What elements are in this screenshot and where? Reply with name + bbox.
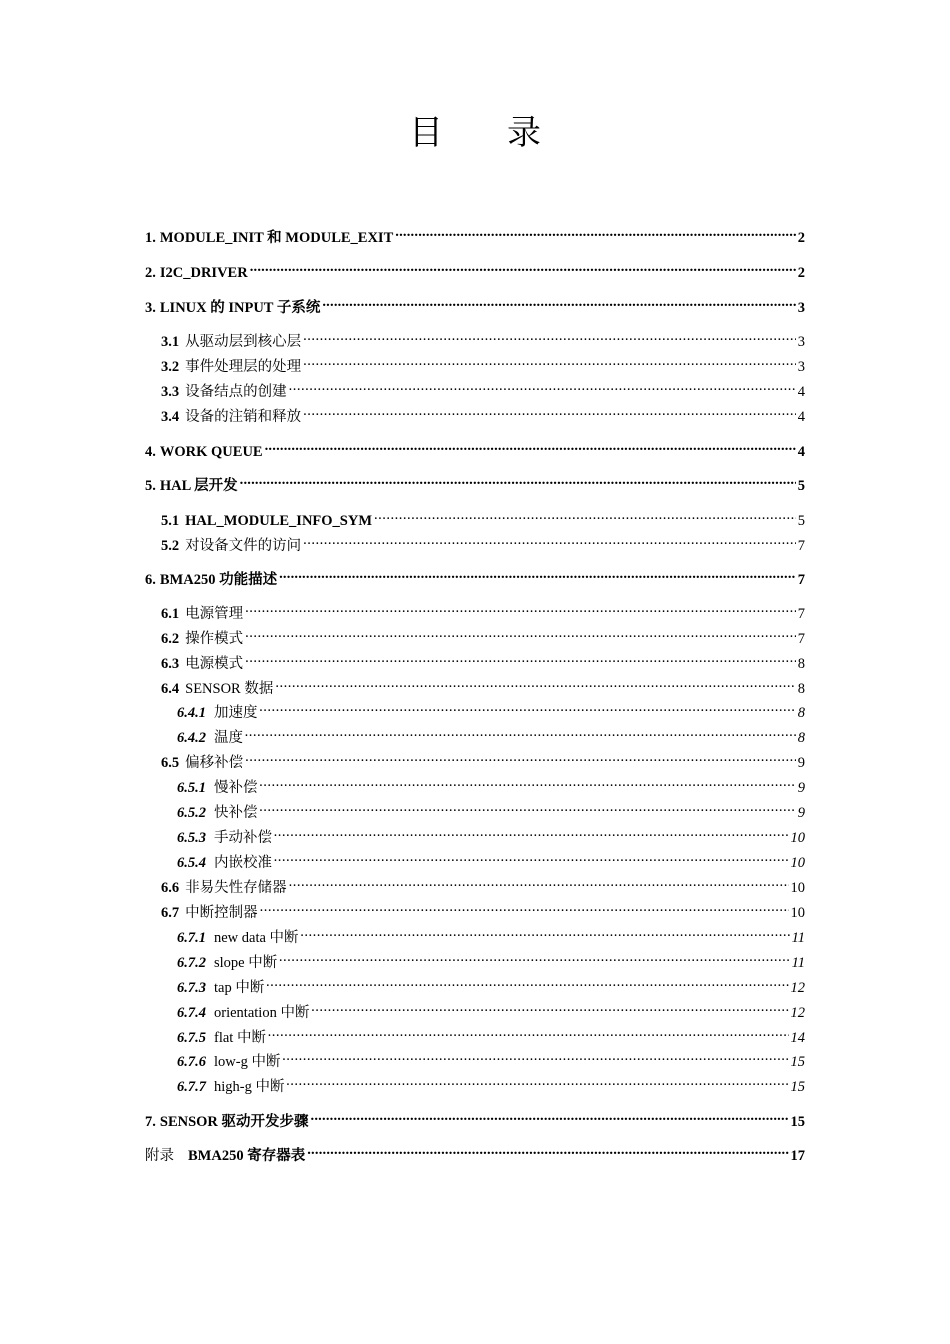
title-char-2: 录: [507, 115, 541, 152]
toc-entry-title: 慢补偿: [214, 780, 258, 796]
toc-entry-page: 8: [797, 730, 805, 746]
toc-entry[interactable]: [177, 847, 805, 871]
toc-entry-page: 8: [797, 656, 805, 672]
toc-dot-leader: [311, 997, 788, 1017]
toc-entry-number: 4.: [145, 444, 156, 460]
toc-entry-title: slope 中断: [214, 955, 278, 971]
toc-entry-page: 5: [797, 478, 805, 494]
toc-entry-page: 10: [790, 855, 805, 871]
toc-entry-page: 4: [797, 444, 805, 460]
toc-entry[interactable]: [145, 1106, 805, 1130]
toc-entry-number: 3.1: [161, 334, 180, 350]
toc-entry[interactable]: [145, 257, 805, 281]
toc-entry-number: 5.2: [161, 538, 180, 554]
toc-dot-leader: [301, 922, 790, 942]
toc-entry-title: BMA250 功能描述: [159, 572, 278, 588]
toc-entry-page: 7: [797, 572, 805, 588]
toc-entry[interactable]: [161, 376, 805, 400]
toc-dot-leader: [245, 747, 796, 767]
toc-entry-page: 10: [790, 830, 805, 846]
toc-entry[interactable]: [177, 922, 805, 946]
toc-entry-title: LINUX 的 INPUT 子系统: [159, 300, 321, 316]
toc-entry-number: 6.7.1: [177, 930, 206, 946]
toc-entry-number: 3.4: [161, 409, 180, 425]
toc-entry-title: WORK QUEUE: [159, 444, 263, 460]
toc-entry-page: 14: [790, 1030, 805, 1046]
toc-entry[interactable]: [161, 623, 805, 647]
toc-dot-leader: [265, 436, 796, 456]
toc-entry-title: 非易失性存储器: [185, 880, 287, 896]
toc-dot-leader: [274, 847, 789, 867]
toc-entry-title: 中断控制器: [185, 905, 258, 921]
toc-entry-number: 6.7.7: [177, 1079, 206, 1095]
toc-entry-number: 6.4: [161, 681, 180, 697]
toc-dot-leader: [311, 1106, 789, 1126]
toc-entry-page: 17: [790, 1148, 805, 1164]
toc-dot-leader: [303, 351, 796, 371]
toc-entry-number: 6.7.4: [177, 1005, 206, 1021]
toc-entry-title: flat 中断: [214, 1030, 266, 1046]
toc-entry-title: tap 中断: [214, 980, 265, 996]
toc-dot-leader: [303, 401, 796, 421]
toc-entry-title: I2C_DRIVER: [159, 265, 248, 281]
toc-entry-title: 事件处理层的处理: [185, 359, 302, 375]
toc-entry[interactable]: [145, 470, 805, 494]
toc-entry-number: 3.2: [161, 359, 180, 375]
toc-entry-page: 7: [797, 631, 805, 647]
toc-entry[interactable]: [161, 530, 805, 554]
toc-entry-page: 2: [797, 265, 805, 281]
toc-entry[interactable]: [177, 797, 805, 821]
toc-entry-title: 设备的注销和释放: [185, 409, 302, 425]
toc-entry-page: 9: [797, 805, 805, 821]
toc-entry-number: 6.3: [161, 656, 180, 672]
toc-entry[interactable]: [161, 505, 805, 529]
toc-entry-number: 6.7.2: [177, 955, 206, 971]
toc-entry-number: 附录: [145, 1148, 174, 1164]
toc-entry-page: 15: [790, 1079, 805, 1095]
toc-entry-number: 6.5.2: [177, 805, 206, 821]
toc-entry-number: 6.5.3: [177, 830, 206, 846]
toc-dot-leader: [240, 470, 796, 490]
toc-dot-leader: [374, 505, 796, 525]
toc-entry-title: new data 中断: [214, 930, 299, 946]
toc-entry-page: 5: [797, 513, 805, 529]
toc-entry[interactable]: [145, 436, 805, 460]
toc-entry-number: 6.5.1: [177, 780, 206, 796]
toc-dot-leader: [289, 872, 789, 892]
toc-dot-leader: [250, 257, 796, 277]
toc-dot-leader: [279, 564, 796, 584]
toc-entry[interactable]: [177, 822, 805, 846]
toc-entry-title: HAL_MODULE_INFO_SYM: [185, 513, 373, 529]
toc-entry-page: 4: [797, 409, 805, 425]
toc-entry-title: 快补偿: [214, 805, 258, 821]
toc-entry-title: 操作模式: [185, 631, 244, 647]
toc-entry-page: 11: [791, 930, 805, 946]
toc-dot-leader: [245, 722, 796, 742]
toc-entry-number: 3.: [145, 300, 156, 316]
toc-entry-title: SENSOR 数据: [185, 681, 274, 697]
toc-entry-page: 4: [797, 384, 805, 400]
toc-dot-leader: [260, 797, 796, 817]
toc-entry-page: 11: [791, 955, 805, 971]
toc-entry-number: 6.2: [161, 631, 180, 647]
toc-entry-title: SENSOR 驱动开发步骤: [159, 1114, 309, 1130]
toc-dot-leader: [245, 598, 796, 618]
toc-entry[interactable]: [177, 1022, 805, 1046]
toc-entry-page: 8: [797, 681, 805, 697]
toc-entry-page: 9: [797, 755, 805, 771]
toc-dot-leader: [307, 1140, 788, 1160]
toc-entry-title: BMA250 寄存器表: [188, 1148, 306, 1164]
toc-entry-title: MODULE_INIT 和 MODULE_EXIT: [159, 230, 394, 246]
title-char-1: 目: [409, 115, 443, 152]
toc-entry-title: 加速度: [214, 705, 258, 721]
toc-dot-leader: [260, 897, 789, 917]
toc-entry-page: 7: [797, 538, 805, 554]
toc-dot-leader: [303, 326, 796, 346]
toc-entry[interactable]: [177, 772, 805, 796]
toc-entry-number: 1.: [145, 230, 156, 246]
toc-entry-title: 手动补偿: [214, 830, 272, 846]
toc-dot-leader: [395, 222, 796, 242]
toc-entry-page: 12: [790, 1005, 805, 1021]
toc-entry-number: 6.7: [161, 905, 180, 921]
toc-entry-title: orientation 中断: [214, 1005, 310, 1021]
toc-entry[interactable]: [177, 1071, 805, 1095]
toc-entry[interactable]: [177, 722, 805, 746]
toc-entry[interactable]: [177, 972, 805, 996]
toc-entry-title: high-g 中断: [214, 1079, 285, 1095]
toc-entry-number: 6.1: [161, 606, 180, 622]
toc-entry-page: 12: [790, 980, 805, 996]
toc-dot-leader: [322, 292, 795, 312]
toc-entry-number: 6.4.1: [177, 705, 206, 721]
toc-entry-title: 偏移补偿: [185, 755, 244, 771]
toc-entry-page: 15: [790, 1054, 805, 1070]
toc-entry-number: 6.5.4: [177, 855, 206, 871]
toc-entry[interactable]: [161, 648, 805, 672]
toc-entry[interactable]: [161, 897, 805, 921]
toc-entry-title: 内嵌校准: [214, 855, 272, 871]
toc-entry[interactable]: [145, 1140, 805, 1164]
toc-entry-number: 6.7.6: [177, 1054, 206, 1070]
toc-entry[interactable]: [177, 697, 805, 721]
toc-entry-number: 6.7.3: [177, 980, 206, 996]
toc-entry[interactable]: [161, 872, 805, 896]
toc-entry-page: 3: [797, 300, 805, 316]
toc-dot-leader: [286, 1071, 788, 1091]
toc-entry-page: 3: [797, 359, 805, 375]
toc-entry-page: 10: [790, 905, 805, 921]
toc-dot-leader: [260, 697, 796, 717]
toc-entry-number: 6.4.2: [177, 730, 206, 746]
toc-entry[interactable]: [145, 292, 805, 316]
toc-entry[interactable]: [177, 1046, 805, 1070]
toc-entry-page: 15: [790, 1114, 805, 1130]
toc-entry[interactable]: [161, 747, 805, 771]
toc-entry-page: 7: [797, 606, 805, 622]
toc-entry-number: 3.3: [161, 384, 180, 400]
toc-dot-leader: [268, 1022, 789, 1042]
toc-dot-leader: [245, 648, 796, 668]
toc-entry[interactable]: [145, 222, 805, 246]
toc-entry-page: 10: [790, 880, 805, 896]
toc-entry-title: low-g 中断: [214, 1054, 281, 1070]
toc-dot-leader: [289, 376, 796, 396]
toc-entry-title: HAL 层开发: [159, 478, 238, 494]
toc-entry-page: 9: [797, 780, 805, 796]
toc-entry-title: 电源模式: [185, 656, 244, 672]
toc-dot-leader: [282, 1046, 788, 1066]
toc-entry-page: 2: [797, 230, 805, 246]
toc-entry[interactable]: [161, 673, 805, 697]
toc-entry-title: 从驱动层到核心层: [185, 334, 302, 350]
toc-entry-number: 2.: [145, 265, 156, 281]
toc-dot-leader: [266, 972, 788, 992]
toc-entry-title: 电源管理: [185, 606, 244, 622]
toc-dot-leader: [245, 623, 796, 643]
toc-dot-leader: [303, 530, 796, 550]
toc-entry-number: 6.: [145, 572, 156, 588]
toc-entry-number: 6.5: [161, 755, 180, 771]
toc-entry[interactable]: [161, 326, 805, 350]
toc-entry-title: 对设备文件的访问: [185, 538, 302, 554]
toc-entry[interactable]: [177, 947, 805, 971]
toc-entry[interactable]: [161, 598, 805, 622]
toc-dot-leader: [279, 947, 789, 967]
toc-dot-leader: [274, 822, 789, 842]
toc-entry[interactable]: [161, 401, 805, 425]
toc-entry-number: 6.6: [161, 880, 180, 896]
toc-entry-number: 6.7.5: [177, 1030, 206, 1046]
toc-entry-page: 8: [797, 705, 805, 721]
toc-entry-page: 3: [797, 334, 805, 350]
toc-entry-title: 温度: [214, 730, 243, 746]
toc-entry-title: 设备结点的创建: [185, 384, 287, 400]
toc-entry[interactable]: [161, 351, 805, 375]
toc-entry-number: 7.: [145, 1114, 156, 1130]
toc-entry-number: 5.: [145, 478, 156, 494]
toc-dot-leader: [275, 673, 795, 693]
toc-entry[interactable]: [177, 997, 805, 1021]
toc-dot-leader: [260, 772, 796, 792]
toc-entry[interactable]: [145, 564, 805, 588]
toc-entry-number: 5.1: [161, 513, 180, 529]
